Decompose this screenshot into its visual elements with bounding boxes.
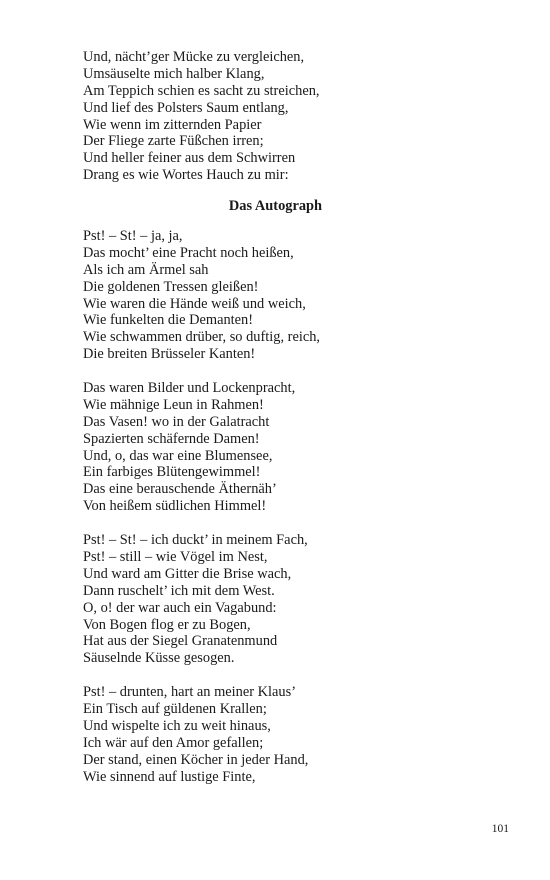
verse-line: Als ich am Ärmel sah [83,261,209,278]
verse-line: Säuselnde Küsse gesogen. [83,650,235,667]
verse-line: Umsäuselte mich halber Klang, [83,65,265,82]
verse-line: Der Fliege zarte Füßchen irren; [83,133,264,150]
poem-text [83,49,483,785]
verse-line: Wie waren die Hände weiß und weich, [83,295,306,312]
verse-line: O, o! der war auch ein Vagabund: [83,599,277,616]
verse-line: Hat aus der Siegel Granatenmund [83,633,278,650]
verse-line: Die goldenen Tressen gleißen! [83,278,259,295]
stanza-3 [83,532,483,667]
stanza-gap [83,363,483,380]
verse-line: Ein farbiges Blütengewimmel! [83,464,261,481]
stanza-gap [83,667,483,684]
verse-line: Der stand, einen Köcher in jeder Hand, [83,751,309,768]
verse-line: Das eine berauschende Äthernäh’ [83,481,277,498]
verse-line: Ein Tisch auf güldenen Krallen; [83,700,267,717]
verse-line: Pst! – still – wie Vögel im Nest, [83,548,268,565]
verse-line: Pst! – St! – ich duckt’ in meinem Fach, [83,532,308,549]
verse-line: Das mocht’ eine Pracht noch heißen, [83,244,294,261]
verse-line: Und, nächt’ger Mücke zu vergleichen, [83,49,305,65]
page-number: 101 [491,823,509,835]
verse-line: Wie sinnend auf lustige Finte, [83,768,256,785]
verse-line: Pst! – St! – ja, ja, [83,228,183,245]
verse-line: Spazierten schäfernde Damen! [83,430,260,447]
verse-line: Das waren Bilder und Lockenpracht, [83,380,296,397]
verse-line: Von Bogen flog er zu Bogen, [83,616,251,633]
intro-stanza [83,49,483,184]
verse-line: Das Vasen! wo in der Galatracht [83,413,270,430]
verse-line: Am Teppich schien es sacht zu streichen, [83,82,320,99]
stanza-1 [83,228,483,363]
verse-line: Wie funkelten die Demanten! [83,312,254,329]
verse-line: Und heller feiner aus dem Schwirren [83,150,296,167]
verse-line: Drang es wie Wortes Hauch zu mir: [83,167,289,184]
verse-line: Und wispelte ich zu weit hinaus, [83,717,271,734]
verse-line: Pst! – drunten, hart an meiner Klaus’ [83,684,297,701]
verse-line: Dann ruschelt’ ich mit dem West. [83,582,275,599]
verse-line: Und lief des Polsters Saum entlang, [83,99,289,116]
poem-title: Das Autograph [228,198,323,215]
stanza-gap [83,515,483,532]
verse-line: Wie wenn im zitternden Papier [83,116,262,133]
verse-line: Wie schwammen drüber, so duftig, reich, [83,329,321,346]
verse-line: Von heißem südlichen Himmel! [83,498,267,515]
stanza-2 [83,380,483,515]
verse-line: Wie mähnige Leun in Rahmen! [83,396,264,413]
verse-line: Ich wär auf den Amor gefallen; [83,734,264,751]
verse-line: Die breiten Brüsseler Kanten! [83,346,256,363]
verse-line: Und ward am Gitter die Brise wach, [83,565,292,582]
stanza-4 [83,684,483,785]
verse-line: Und, o, das war eine Blumensee, [83,447,273,464]
